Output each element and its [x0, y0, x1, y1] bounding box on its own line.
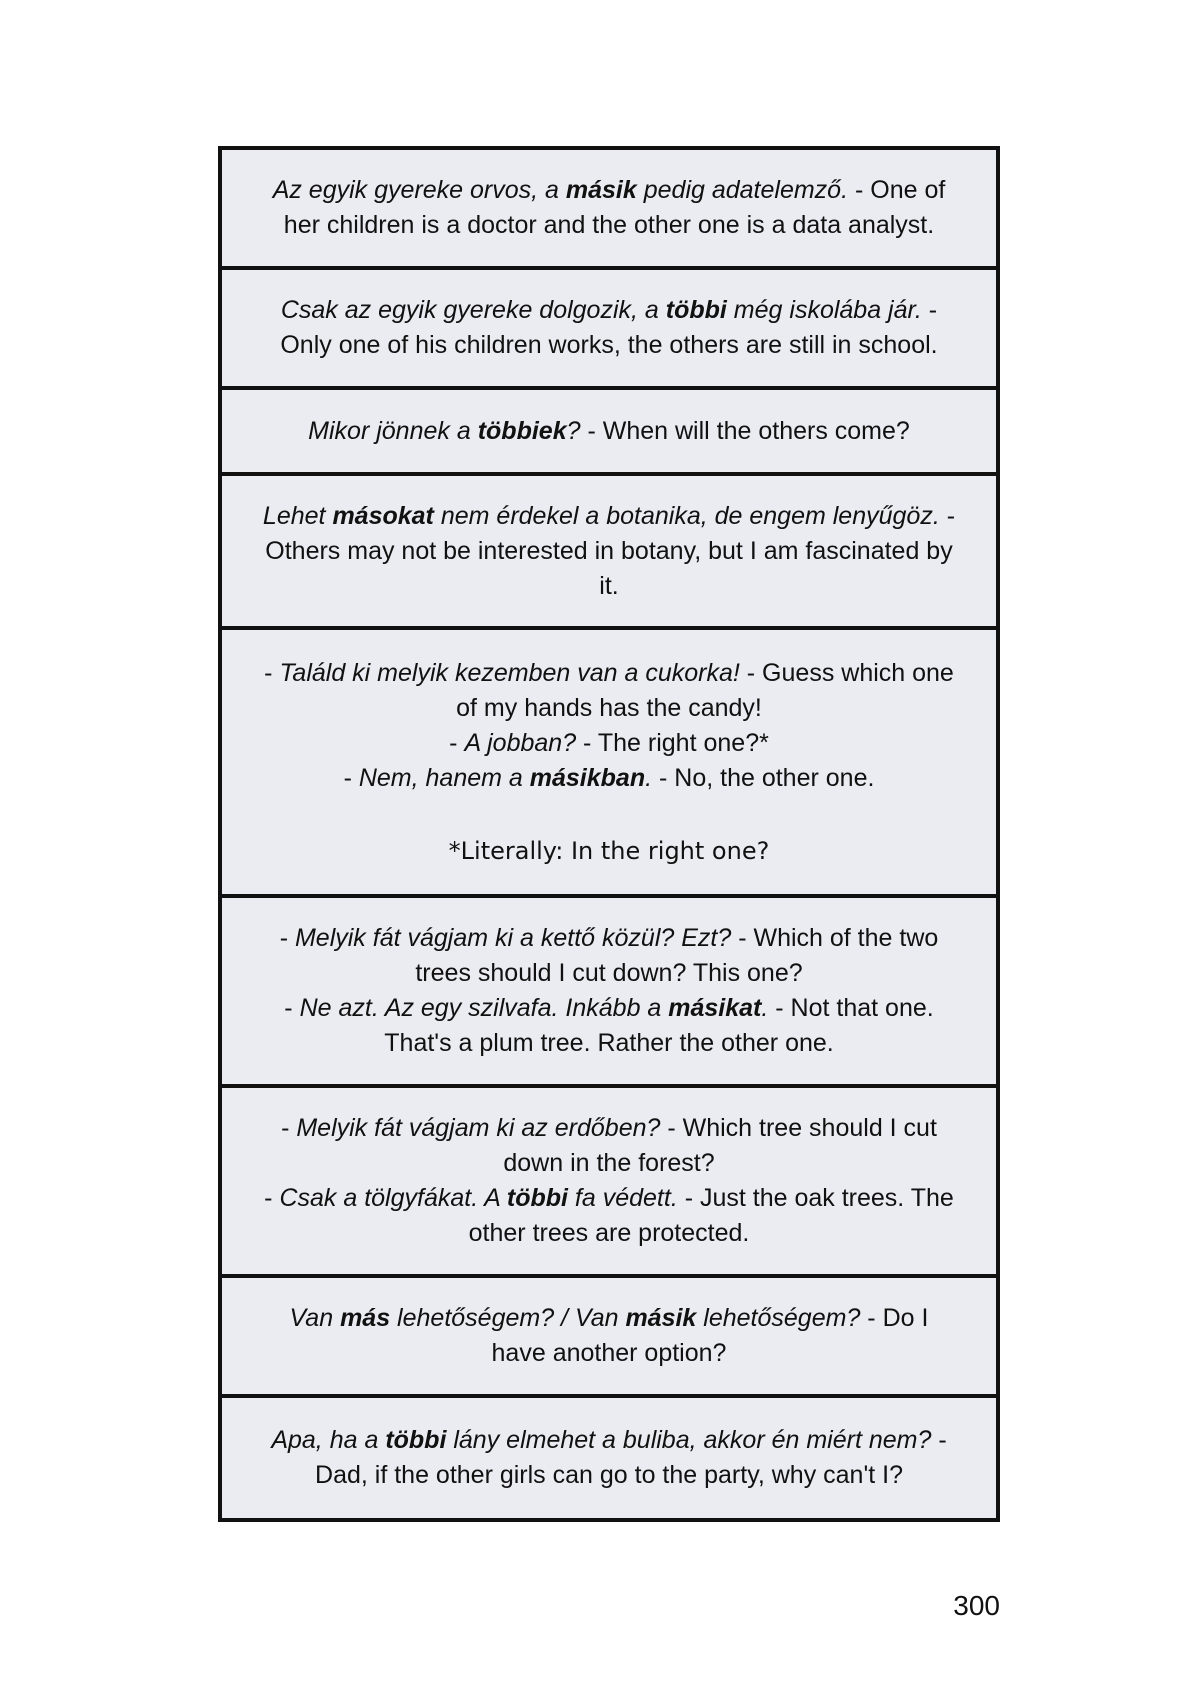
- keyword: többi: [506, 1184, 568, 1212]
- english-text: Dad, if the other girls can go to the party, why can't I?: [315, 1461, 903, 1489]
- english-text: -: [281, 1114, 297, 1142]
- english-text: Others may not be interested in botany, but I am fascinated by: [265, 536, 953, 565]
- hungarian-text: Melyik fát vágjam ki az erdőben?: [296, 1114, 661, 1142]
- example-row-8: [222, 1278, 996, 1398]
- keyword: másokat: [332, 501, 434, 530]
- english-text: down in the forest?: [503, 1149, 715, 1177]
- english-text: - The right one?*: [576, 728, 769, 757]
- hungarian-text: Ne azt. Az egy szilvafa. Inkább a: [299, 994, 669, 1022]
- english-text: it.: [599, 571, 619, 600]
- hungarian-text: ?: [566, 416, 581, 445]
- english-text: - Which tree should I cut: [660, 1114, 937, 1142]
- english-text: her children is a doctor and the other one is a data analyst.: [283, 211, 935, 239]
- text-line: [415, 956, 802, 991]
- text-line: [599, 569, 618, 604]
- hungarian-text: pedig adatelemző.: [636, 176, 849, 204]
- text-line: [503, 1146, 714, 1181]
- keyword: többi: [385, 1426, 447, 1454]
- example-row-3: [222, 390, 996, 476]
- example-row-7: [222, 1088, 996, 1278]
- text-line: [449, 834, 770, 869]
- text-line: [281, 293, 937, 328]
- english-text: -: [279, 924, 295, 952]
- hungarian-text: lány elmehet a buliba, akkor én miért nem?: [446, 1426, 932, 1454]
- hungarian-text: A jobban?: [464, 728, 577, 757]
- hungarian-text: Van: [289, 1304, 341, 1332]
- text-line: [449, 726, 769, 761]
- english-text: - Just the oak trees. The: [677, 1184, 954, 1212]
- english-text: -: [921, 296, 938, 324]
- hungarian-text: Apa, ha a: [271, 1426, 386, 1454]
- keyword: másik: [625, 1304, 697, 1332]
- hungarian-text: Nem, hanem a: [358, 763, 530, 792]
- text-line: [384, 1026, 833, 1061]
- example-row-1: [222, 150, 996, 270]
- hungarian-text: Mikor jönnek a: [308, 416, 478, 445]
- english-text: - When will the others come?: [580, 416, 910, 445]
- footnote-text: *Literally: In the right one?: [448, 836, 770, 865]
- hungarian-text: fa védett.: [567, 1184, 678, 1212]
- english-text: -: [931, 1426, 947, 1454]
- example-row-2: [222, 270, 996, 390]
- english-text: trees should I cut down? This one?: [415, 959, 803, 987]
- example-row-5: [222, 630, 996, 898]
- english-text: - Guess which one: [739, 658, 954, 687]
- text-line: [280, 921, 939, 956]
- text-line: [315, 1458, 903, 1493]
- keyword: más: [340, 1304, 391, 1332]
- text-line: [308, 414, 910, 449]
- hungarian-text: lehetőségem?: [696, 1304, 861, 1332]
- hungarian-text: Csak a tölgyfákat. A: [279, 1184, 507, 1212]
- english-text: of my hands has the candy!: [456, 693, 762, 722]
- english-text: - Which of the two: [731, 924, 939, 952]
- english-text: That's a plum tree. Rather the other one.: [384, 1029, 834, 1057]
- english-text: other trees are protected.: [468, 1219, 750, 1247]
- english-text: have another option?: [491, 1339, 727, 1367]
- text-line: [264, 1181, 954, 1216]
- text-line: [265, 534, 952, 569]
- keyword: másikat: [668, 994, 762, 1022]
- english-text: -: [264, 1184, 280, 1212]
- english-text: - One of: [848, 176, 946, 204]
- hungarian-text: Az egyik gyereke orvos, a: [272, 176, 566, 204]
- hungarian-text: nem érdekel a botanika, de engem lenyűgöz.: [433, 501, 940, 530]
- text-line: [271, 1423, 946, 1458]
- hungarian-text: .: [761, 994, 769, 1022]
- english-text: -: [284, 994, 300, 1022]
- hungarian-text: még iskolába jár.: [726, 296, 922, 324]
- example-row-9: [222, 1398, 996, 1518]
- hungarian-text: Csak az egyik gyereke dolgozik, a: [280, 296, 666, 324]
- text-line: [290, 1301, 929, 1336]
- hungarian-text: Találd ki melyik kezemben van a cukorka!: [279, 658, 740, 687]
- english-text: - No, the other one.: [652, 763, 875, 792]
- hungarian-text: Lehet: [262, 501, 333, 530]
- hungarian-text: lehetőségem? / Van: [390, 1304, 626, 1332]
- text-line: [284, 991, 933, 1026]
- english-text: -: [264, 658, 280, 687]
- text-line: [280, 328, 937, 363]
- hungarian-text: Melyik fát vágjam ki a kettő közül? Ezt?: [294, 924, 732, 952]
- text-line: [456, 691, 762, 726]
- text-line: [273, 173, 946, 208]
- text-line: [264, 656, 954, 691]
- english-text: -: [343, 763, 359, 792]
- text-line: [492, 1336, 727, 1371]
- page-number: 300: [953, 1590, 1000, 1621]
- english-text: -: [449, 728, 465, 757]
- keyword: többi: [665, 296, 727, 324]
- text-line: [281, 1111, 937, 1146]
- english-text: Only one of his children works, the others are still in school.: [280, 331, 938, 359]
- text-line: [263, 499, 955, 534]
- hungarian-text: .: [645, 763, 653, 792]
- keyword: másikban: [529, 763, 646, 792]
- example-sentences-table: [218, 146, 1000, 1522]
- keyword: többiek: [477, 416, 567, 445]
- text-line: [469, 1216, 750, 1251]
- keyword: másik: [565, 176, 637, 204]
- english-text: - Not that one.: [768, 994, 934, 1022]
- english-text: - Do I: [860, 1304, 929, 1332]
- english-text: -: [939, 501, 956, 530]
- example-row-4: [222, 476, 996, 630]
- example-row-6: [222, 898, 996, 1088]
- text-line: [344, 761, 875, 796]
- text-line: [284, 208, 934, 243]
